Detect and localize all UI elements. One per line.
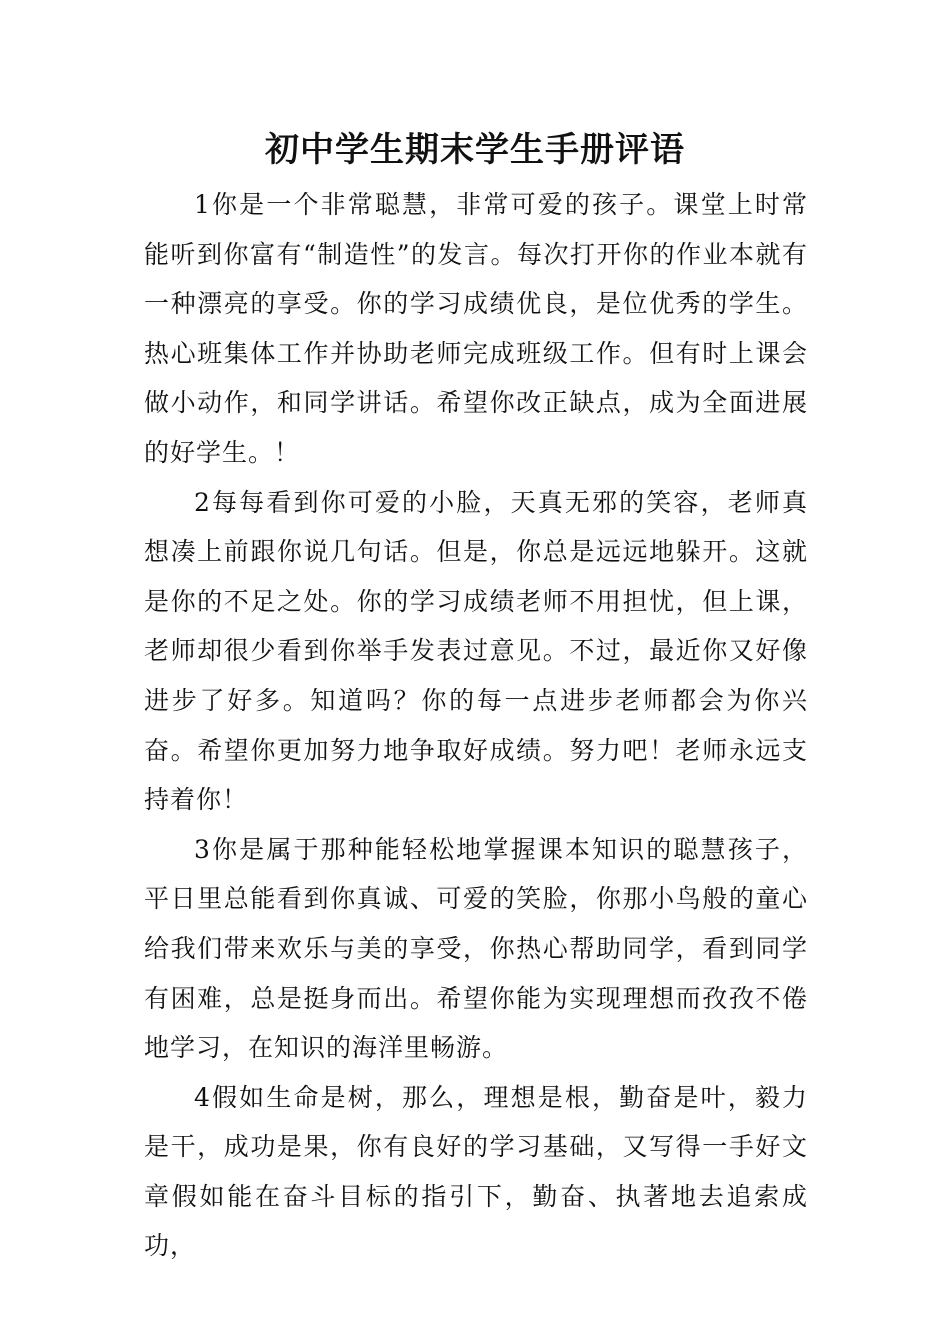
document-title: 初中学生期末学生手册评语: [265, 130, 685, 170]
comment-paragraph-2: 2每每看到你可爱的小脸，天真无邪的笑容，老师真想凑上前跟你说几句话。但是，你总是远远地躲开。这就是你的不足之处。你的学习成绩老师不用担忧，但上课，老师却很少看到你举手发表过意见。不过，最近你又好像进步了好多。知道吗？你的每一点进步老师都会为你兴奋。希望你更加努力地争取好成绩。努力吧！老师永远支持着你！: [144, 487, 808, 815]
comment-paragraph-4: 4假如生命是树，那么，理想是根，勤奋是叶，毅力是干，成功是果，你有良好的学习基础，又写得一手好文章假如能在奋斗目标的指引下，勤奋、执著地去追索成功，: [144, 1082, 808, 1261]
comment-paragraph-1: 1你是一个非常聪慧，非常可爱的孩子。课堂上时常能听到你富有“制造性”的发言。每次打开你的作业本就有一种漂亮的享受。你的学习成绩优良，是位优秀的学生。热心班集体工作并协助老师完成班级工作。但有时上课会做小动作，和同学讲话。希望你改正缺点，成为全面进展的好学生。！: [144, 190, 808, 467]
document-body: [144, 180, 808, 1271]
comment-paragraph-3: 3你是属于那种能轻松地掌握课本知识的聪慧孩子，平日里总能看到你真诚、可爱的笑脸，你那小鸟般的童心给我们带来欢乐与美的享受，你热心帮助同学，看到同学有困难，总是挺身而出。希望你能为实现理想而孜孜不倦地学习，在知识的海洋里畅游。: [144, 834, 808, 1063]
